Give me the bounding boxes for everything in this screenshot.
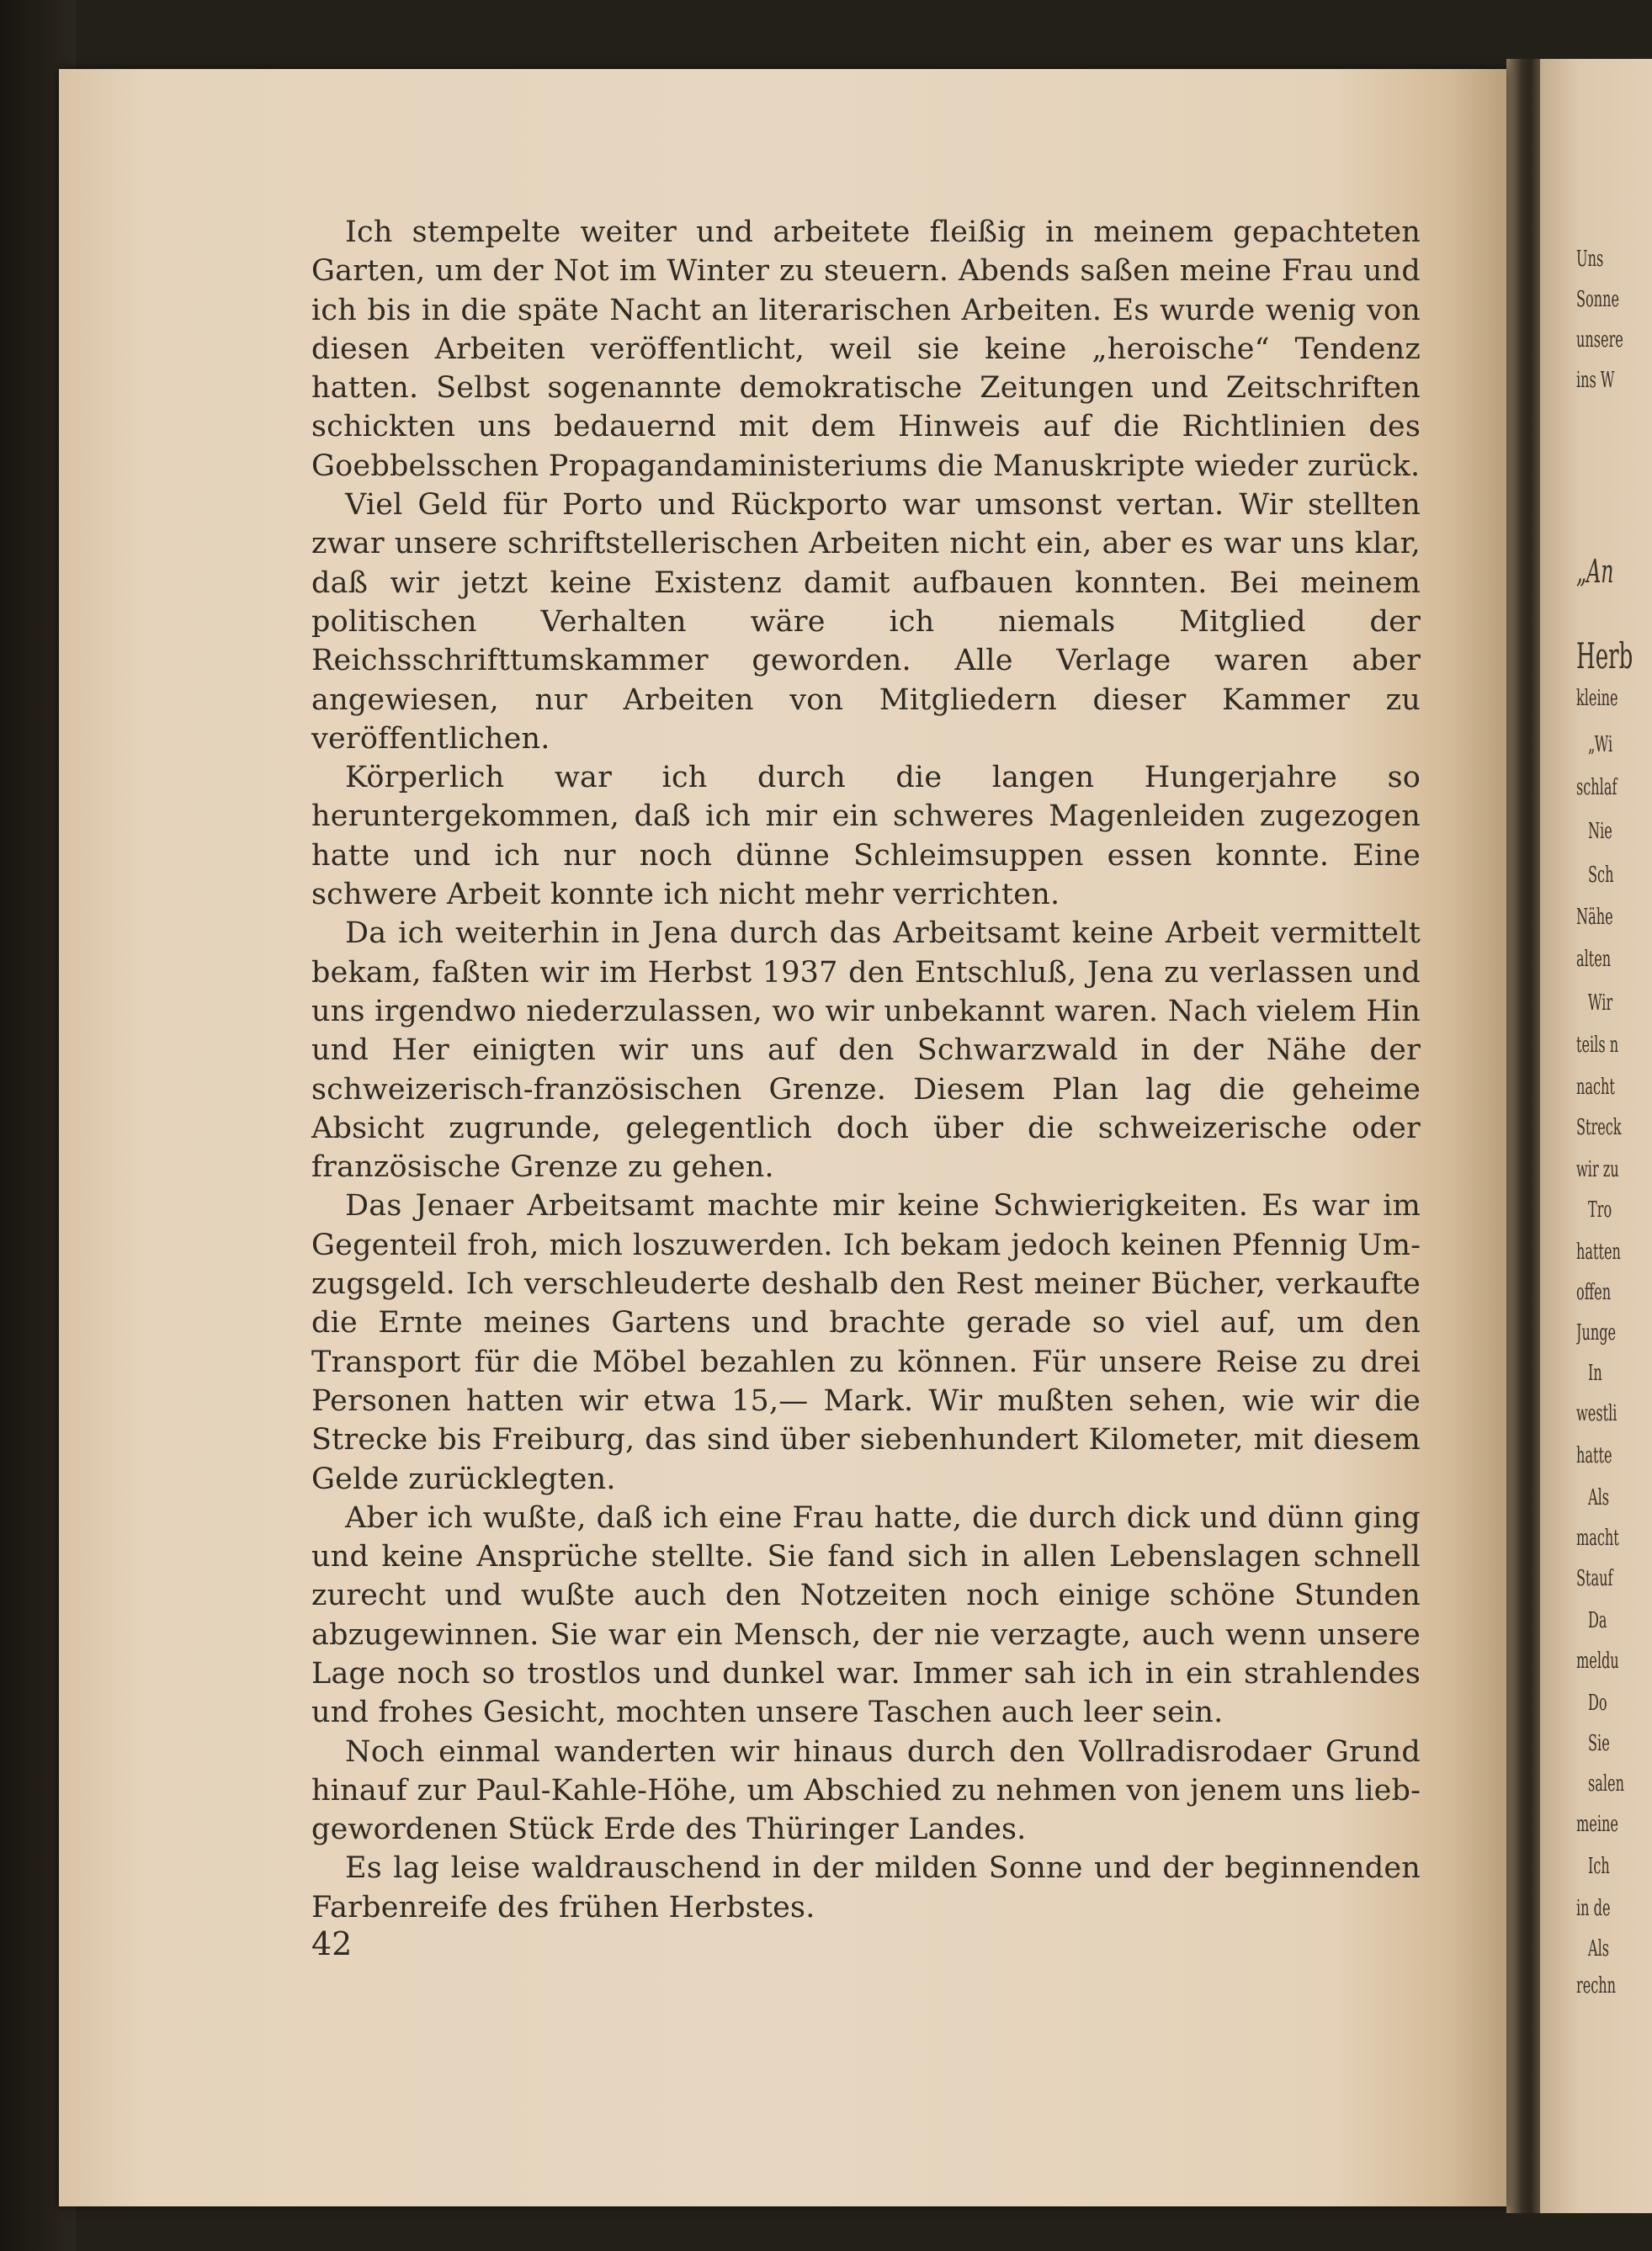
facing-line: unsere [1576, 327, 1623, 353]
facing-page-text [1576, 240, 1652, 1973]
facing-line: Herb [1576, 635, 1633, 677]
paragraph: Das Jenaer Arbeitsamt machte mir keine Schwierigkeiten. Es war im Gegenteil froh, mich loszuwerden. Ich bekam jedoch keinen Pfennig Umzugsgeld. Ich verschleuderte deshalb den Rest meiner Bücher, verkaufte die Ernte meines Gartens und brachte gerade so viel auf, um den Transport für die Möbel bezahlen zu können. Für unsere Reise zu drei Personen hatten wir etwa 15,— Mark. Wir mußten sehen, wie wir die Strecke bis Freiburg, das sind über siebenhundert Kilometer, mit diesem Gelde zurücklegten. [311, 1189, 1421, 1496]
facing-page-text-tail [1576, 1973, 1652, 2024]
facing-line: Streck [1576, 1115, 1622, 1140]
facing-line: wir zu [1576, 1157, 1619, 1182]
facing-line: Tro [1588, 1197, 1612, 1223]
paragraph: Es lag leise waldrauschend in der milden Sonne und der beginnenden Farbenreife des frühen Herbstes. [311, 1851, 1421, 1924]
paragraph: Noch einmal wanderten wir hinaus durch den Vollradisrodaer Grund hinauf zur Paul-Kahle-Höhe, um Abschied zu nehmen von jenem uns liebgewordenen Stück Erde des Thüringer Landes. [311, 1734, 1421, 1847]
paragraph: Körperlich war ich durch die langen Hungerjahre so heruntergekommen, daß ich mir ein schweres Magenleiden zugezogen hatte und ich nur noch dünne Schleimsuppen essen konnte. Eine schwere Arbeit konnte ich nicht mehr verrichten. [311, 761, 1421, 912]
paragraph: Da ich weiterhin in Jena durch das Arbeitsamt keine Arbeit vermittelt bekam, faßten wir im Herbst 1937 den Entschluß, Jena zu verlassen und uns irgendwo niederzulassen, wo wir unbekannt waren. Nach vielem Hin und Her einigten wir uns auf den Schwarzwald in der Nähe der schweizerisch-französischen Grenze. Diesem Plan lag die geheime Absicht zugrunde, gelegentlich doch über die schweizerische oder französische Grenze zu gehen. [311, 916, 1421, 1185]
page-body [311, 213, 1421, 1927]
facing-line: Als [1588, 1485, 1610, 1510]
facing-line: Da [1588, 1608, 1607, 1633]
facing-line: offen [1576, 1280, 1612, 1305]
facing-line: Wir [1588, 990, 1613, 1016]
facing-line: Stauf [1576, 1566, 1613, 1591]
page-number: 42 [311, 1925, 353, 1962]
facing-line: hatte [1576, 1443, 1612, 1468]
facing-line: salen [1588, 1771, 1624, 1797]
book-gutter [1506, 59, 1540, 2213]
facing-line: Nie [1588, 819, 1612, 844]
facing-line: Als [1588, 1936, 1610, 1962]
facing-line: „An [1576, 553, 1614, 590]
facing-line: In [1588, 1361, 1602, 1386]
facing-line: kleine [1576, 686, 1618, 711]
paragraph: Viel Geld für Porto und Rückporto war umsonst vertan. Wir stellten zwar unsere schriftstellerischen Arbeiten nicht ein, aber es war uns klar, daß wir jetzt keine Existenz damit aufbauen konnten. Bei meinem politischen Verhalten wäre ich niemals Mitglied der Reichsschrifttumskammer geworden. Alle Verlage waren aber angewiesen, nur Arbeiten von Mitgliedern dieser Kammer zu veröffentlichen. [311, 488, 1421, 756]
facing-line: hatten [1576, 1240, 1621, 1265]
facing-line: nacht [1576, 1075, 1615, 1100]
facing-line: rechn [1576, 1973, 1617, 1999]
facing-line: Junge [1576, 1320, 1617, 1346]
facing-line: Uns [1576, 247, 1604, 272]
facing-line: Ich [1588, 1854, 1610, 1879]
facing-line: westli [1576, 1401, 1617, 1426]
facing-line: Nähe [1576, 905, 1613, 930]
facing-line: alten [1576, 947, 1612, 972]
facing-line: Sch [1588, 863, 1614, 888]
facing-line: in de [1576, 1896, 1611, 1921]
facing-line: meine [1576, 1812, 1618, 1837]
facing-line: ins W [1576, 368, 1615, 393]
facing-line: teils n [1576, 1033, 1619, 1058]
facing-line: meldu [1576, 1648, 1619, 1674]
facing-line: Sonne [1576, 287, 1620, 312]
paragraph: Aber ich wußte, daß ich eine Frau hatte, die durch dick und dünn ging und keine Ansprüche stellte. Sie fand sich in allen Lebenslagen schnell zurecht und wußte auch den Notzeiten noch einige schöne Stunden abzugewinnen. Sie war ein Mensch, der nie verzagte, auch wenn unsere Lage noch so trostlos und dunkel war. Immer sah ich in ein strahlendes und frohes Gesicht, mochten unsere Taschen auch leer sein. [311, 1500, 1421, 1730]
facing-line: „Wi [1588, 732, 1613, 757]
facing-line: macht [1576, 1526, 1619, 1551]
facing-line: schlaf [1576, 775, 1617, 800]
facing-line: Do [1588, 1691, 1607, 1716]
paragraph: Ich stempelte weiter und arbeitete fleißig in meinem gepachteten Garten, um der Not im Winter zu steuern. Abends saßen meine Frau und ich bis in die späte Nacht an literarischen Arbeiten. Es wurde wenig von diesen Arbeiten veröffentlicht, weil sie keine „heroische“ Tendenz hatten. Selbst sogenannte demokratische Zeitungen und Zeitschriften schickten uns bedauernd mit dem Hinweis auf die Richtlinien des Goebbelsschen Propagandaministeriums die Manuskripte wieder zurück. [311, 215, 1421, 483]
facing-line: Sie [1588, 1731, 1610, 1756]
